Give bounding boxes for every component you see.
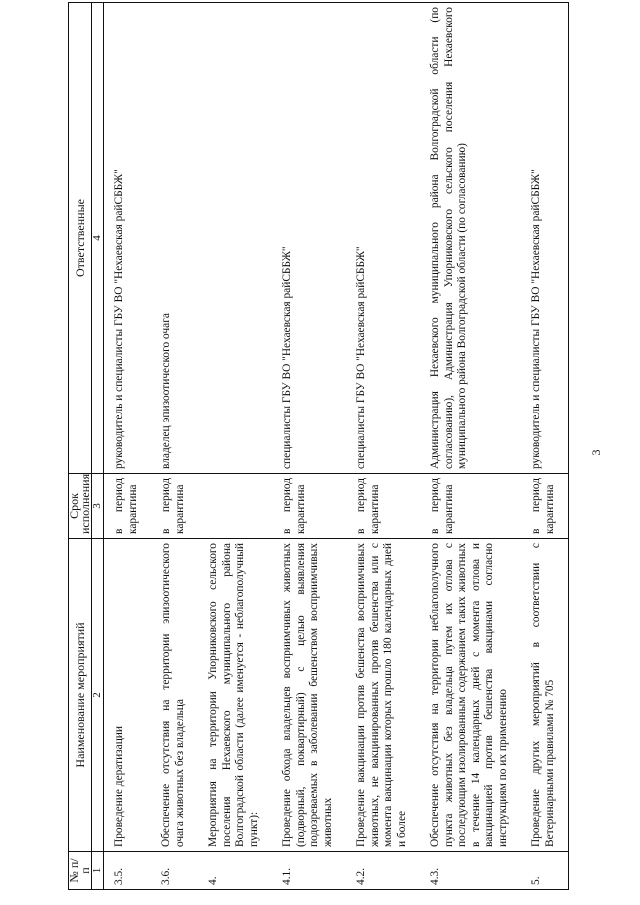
- column-number-1: 1: [92, 852, 104, 890]
- table-row: [198, 3, 272, 890]
- column-number-3: 3: [92, 474, 104, 539]
- row-number: 3.5.: [104, 852, 152, 890]
- row-term: в период карантина: [104, 474, 152, 539]
- row-number: 4.: [198, 852, 272, 890]
- row-measure: Обеспечение отсутствия на территории эпизоотического очага животных без владельца: [151, 539, 198, 852]
- row-term: в период карантина: [521, 474, 569, 539]
- table-row: [104, 3, 152, 890]
- row-number: 4.1.: [272, 852, 346, 890]
- table-row: [346, 3, 420, 890]
- row-term: в период карантина: [272, 474, 346, 539]
- row-responsible: специалисты ГБУ ВО "Нехаевская райСББЖ": [272, 3, 346, 474]
- row-responsible: Администрация Нехаевского муниципального района Волгоградской области (по согласованию), Администрация Упорниковского сельского поселения Нехаевского муниципального района Волгоградской области (по согласованию): [420, 3, 521, 474]
- row-term: в период карантина: [420, 474, 521, 539]
- row-term: в период карантина: [346, 474, 420, 539]
- row-measure: Проведение обхода владельцев восприимчивых животных (подворный, поквартирный) с целью выявления подозреваемых в заболевании бешенством восприимчивых животных: [272, 539, 346, 852]
- table-row: [420, 3, 521, 890]
- row-measure: Обеспечение отсутствия на территории неблагополучного пункта животных без владельца путем их отлова с последующим изолированным содержанием таких животных в течение 14 календарных дней с момента отлова и вакцинацией против бешенства вакцинами согласно инструкциям по их применению: [420, 539, 521, 852]
- row-responsible: специалисты ГБУ ВО "Нехаевская райСББЖ": [346, 3, 420, 474]
- header-name: Наименование мероприятий: [69, 539, 92, 852]
- row-measure: Мероприятия на территории Упорниковского сельского поселения Нехаевского муниципального района Волгоградской области (далее именуется - неблагополучный пункт):: [198, 539, 272, 852]
- page-number: 3: [589, 449, 603, 456]
- header-num: № п/п: [69, 852, 92, 890]
- header-responsible: Ответственные: [69, 3, 92, 474]
- row-number: 3.6.: [151, 852, 198, 890]
- table-header-row: [69, 3, 92, 890]
- row-term: в период карантина: [151, 474, 198, 539]
- row-number: 5.: [521, 852, 569, 890]
- column-number-2: 2: [92, 539, 104, 852]
- column-number-4: 4: [92, 3, 104, 474]
- row-number: 4.3.: [420, 852, 521, 890]
- row-measure: Проведение других мероприятий в соответствии с Ветеринарными правилами № 705: [521, 539, 569, 852]
- measures-table: [68, 2, 569, 890]
- table-row: [151, 3, 198, 890]
- row-responsible: руководитель и специалисты ГБУ ВО "Нехаевская райСББЖ": [521, 3, 569, 474]
- row-number: 4.2.: [346, 852, 420, 890]
- row-responsible: [198, 3, 272, 474]
- header-term: Срок исполнения: [69, 474, 92, 539]
- column-number-row: [92, 3, 104, 890]
- row-responsible: владелец эпизоотического очага: [151, 3, 198, 474]
- row-measure: Проведение дератизации: [104, 539, 152, 852]
- table-row: [521, 3, 569, 890]
- table-row: [272, 3, 346, 890]
- row-measure: Проведение вакцинации против бешенства восприимчивых животных, не вакцинированных против бешенства или с момента вакцинации которых прошло 180 календарных дней и более: [346, 539, 420, 852]
- row-term: [198, 474, 272, 539]
- row-responsible: руководитель и специалисты ГБУ ВО "Нехаевская райСББЖ": [104, 3, 152, 474]
